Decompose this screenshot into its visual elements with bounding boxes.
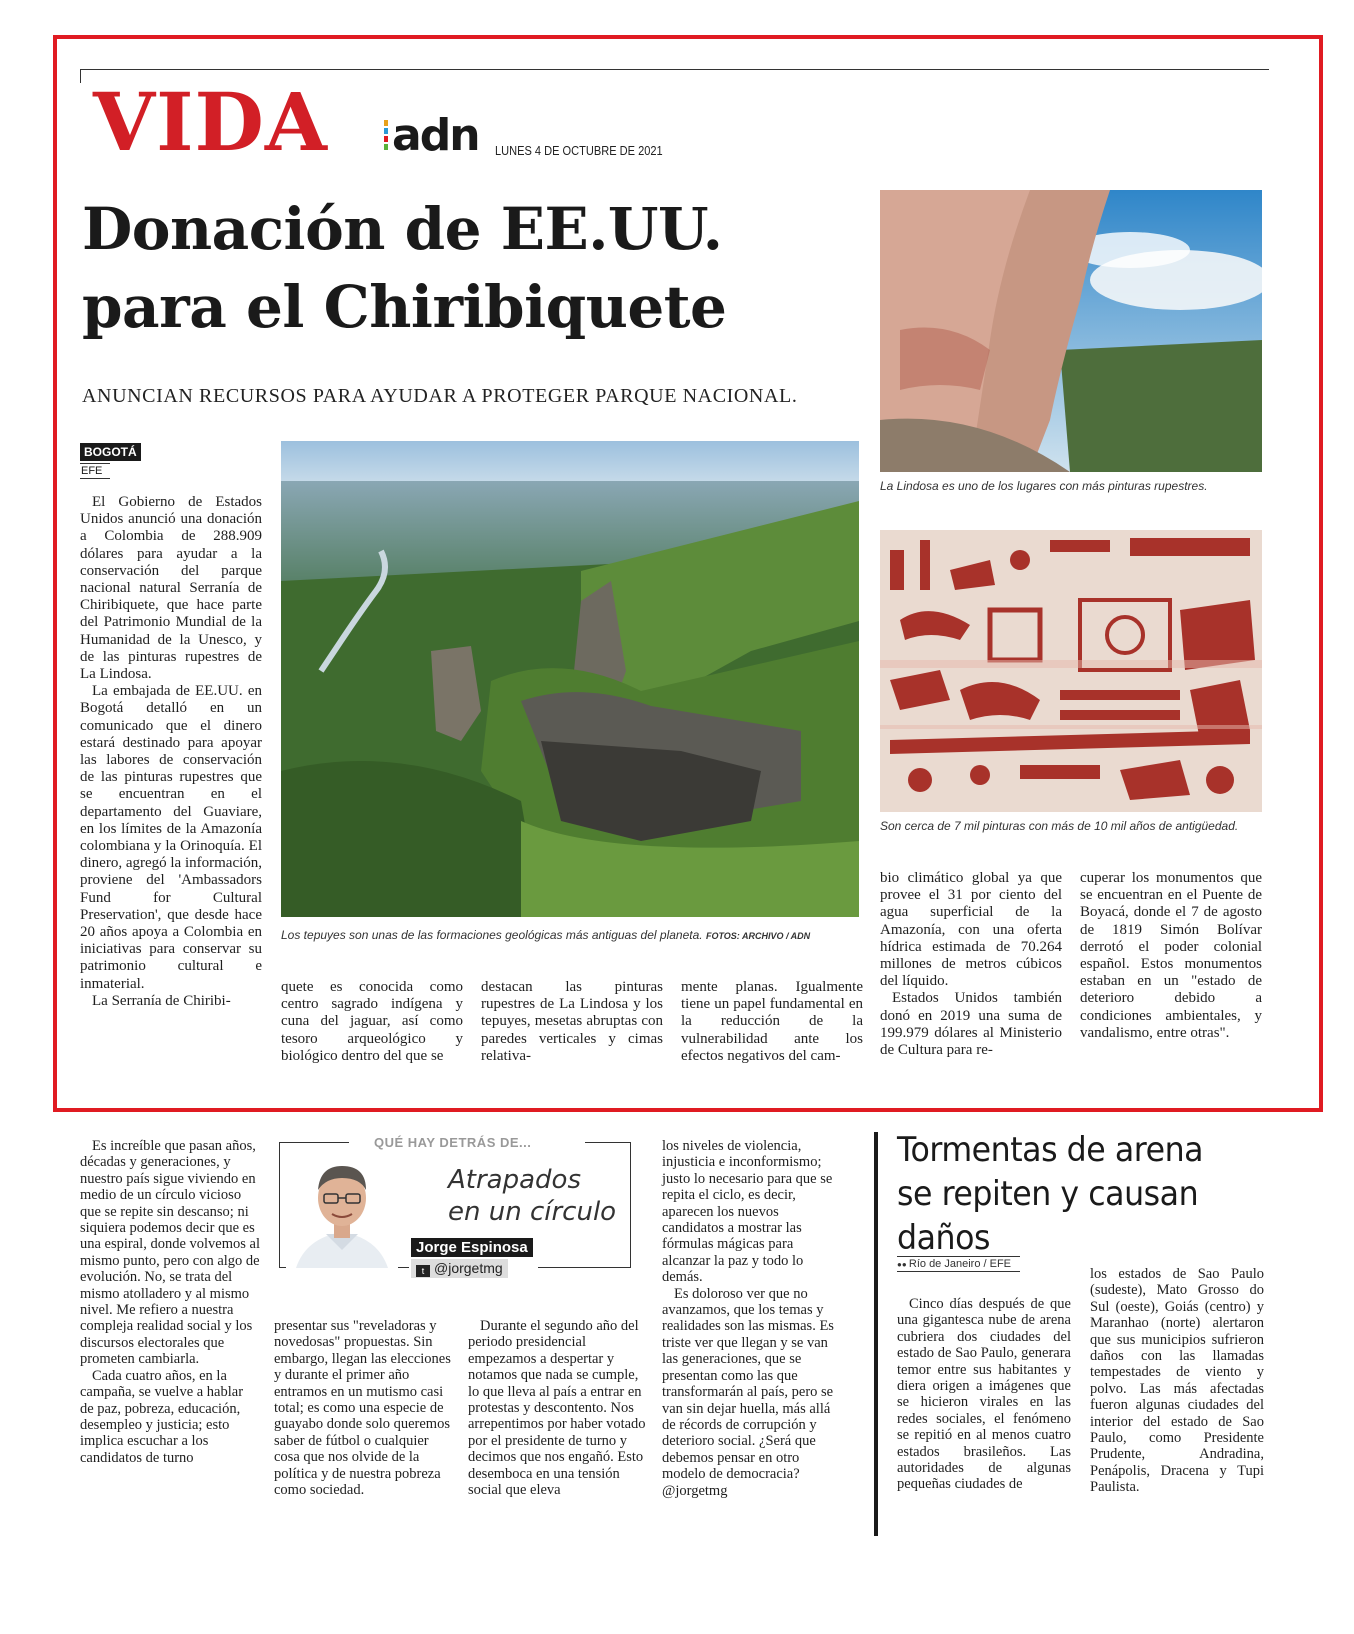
author-handle	[411, 1259, 508, 1278]
opinion-box-rule	[585, 1142, 631, 1143]
paragraph: Estados Unidos también donó en 2019 una suma de 199.979 dólares al Ministerio de Cultura para re-	[880, 990, 1062, 1059]
opinion-title	[448, 1164, 616, 1228]
photo-credit: FOTOS: ARCHIVO / ADN	[705, 931, 811, 941]
paragraph: El Gobierno de Estados Unidos anunció una donación a Colombia de 288.909 dólares para ayudar a la conservación del parque nacional natural Serranía de Chiribiquete, que hace parte del Patrimonio Mundial de la Humanidad de la Unesco, y de las pinturas rupestres de La Lindosa.	[80, 494, 262, 683]
paragraph: presentar sus "reveladoras y novedosas" propuestas. Sin embargo, llegan las elecciones y durante el primer año entramos en un mutismo casi total; es como una especie de guayabo donde solo queremos saber de fútbol o cualquier cosa que nos olvide de la política y de nuestra pobreza como sociedad.	[274, 1318, 451, 1499]
article-headline	[82, 190, 842, 346]
opinion-title-line-2: en un círculo	[448, 1197, 617, 1227]
article-column-1	[80, 494, 262, 1010]
author-photo	[286, 1150, 398, 1268]
paragraph: La Serranía de Chiribi-	[92, 992, 231, 1009]
caption-text: Los tepuyes son unas de las formaciones geológicas más antiguas del planeta.	[281, 928, 703, 942]
paragraph: Es increíble que pasan años, décadas y generaciones, y nuestro país sigue viviendo en medio de un círculo vicioso que se repite sin descanso; ni siquiera podemos decir que es una espiral, donde volvemos al mismo punto, pero con algo de evolución. No, se trata del mismo atolladero y al mismo nivel. Me refiero a nuestra compleja realidad social y los discursos electorales que prometen cambiarla.	[80, 1138, 260, 1368]
article-column-5	[880, 870, 1062, 1059]
handle-text: @jorgetmg	[434, 1260, 503, 1276]
header-rule	[80, 69, 1269, 70]
paragraph: los niveles de violencia, injusticia e inconformismo; justo lo necesario para que se repita el ciclo, es decir, aparecen los nuevos candidatos a mostrar las fórmulas mágicas para alcanzar la paz y todo lo demás.	[662, 1138, 833, 1286]
article-column-2	[281, 979, 463, 1065]
paragraph: destacan las pinturas rupestres de La Lindosa y los tepuyes, mesetas abruptas con paredes verticales y cimas relativa-	[481, 979, 663, 1064]
main-photo-caption	[281, 928, 881, 942]
brief-dateline-text: Río de Janeiro / EFE	[908, 1258, 1011, 1270]
section-title: VIDA	[93, 75, 328, 169]
opinion-column-3	[468, 1318, 646, 1498]
opinion-column-4	[662, 1138, 840, 1499]
la-lindosa-photo	[880, 190, 1262, 472]
brand-logo: adn	[392, 110, 479, 161]
paragraph: Cada cuatro años, en la campaña, se vuelve a hablar de paz, pobreza, educación, desempleo y justicia; esto implica escuchar a los candidatos de turno	[80, 1367, 244, 1466]
opinion-kicker: QUÉ HAY DETRÁS DE...	[374, 1135, 532, 1150]
paragraph: La embajada de EE.UU. en Bogotá detalló en un comunicado que el dinero estará destinado para apoyar las labores de conservación de las pinturas rupestres que se encuentran en el departamento del Guaviare, en los límites de la Amazonía colombiana y la Orinoquía. El dinero, agregó la información, proviene del 'Ambassadors Fund for Cultural Preservation', que desde hace 20 años apoya a Colombia en iniciativas para conservar su patrimonio cultural e inmaterial.	[80, 683, 263, 992]
article-column-3	[481, 979, 663, 1065]
paragraph: Cinco días después de que una gigantesca nube de arena cubriera dos ciudades del estado de Sao Paulo, generara temor entre sus habitantes y diera origen a imágenes que se hicieron virales en las redes sociales, el fenómeno se repitió en al menos cuatro estados brasileños. Las autoridades de algunas pequeñas ciudades de	[897, 1296, 1071, 1493]
paragraph: los estados de Sao Paulo (sudeste), Mato Grosso do Sul (oeste), Goiás (centro) y Maranhao (norte) alertaron que sus municipios sufrieron daños con las llamadas tempestades de viento y polvo. Las más afectadas fueron algunas ciudades del interior del estado de Sao Paulo, como Presidente Prudente, Andradina, Penápolis, Dracena y Tupi Paulista.	[1090, 1266, 1264, 1496]
opinion-column-2	[274, 1318, 452, 1498]
paragraph: quete es conocida como centro sagrado indígena y cuna del jaguar, así como tesoro arqueológico y biológico dentro del que se	[281, 979, 463, 1064]
article-column-6	[1080, 870, 1262, 1042]
paragraph: cuperar los monumentos que se encuentran en el Puente de Boyacá, donde el 7 de agosto de 1819 Simón Bolívar derrotó el poder colonial español. Estos monumentos estaban en un "estado de deterioro debido a condiciones ambientales, y vandalismo, entre otras".	[1080, 870, 1262, 1041]
author-name: Jorge Espinosa	[411, 1238, 533, 1257]
opinion-title-line-1: Atrapados	[448, 1165, 581, 1195]
tepuyes-photo	[281, 441, 859, 917]
top-right-caption: La Lindosa es uno de los lugares con más pinturas rupestres.	[880, 479, 1208, 493]
paragraph: mente planas. Igualmente tiene un papel fundamental en la reducción de la vulnerabilidad ante los efectos negativos del cam-	[681, 979, 863, 1064]
brief-accent-bar	[874, 1132, 878, 1536]
headline-line-1: Donación de EE.UU.	[82, 195, 723, 263]
paragraph: Es doloroso ver que no avanzamos, que los temas y realidades son las mismas. Es triste ver que llegan y se van las generaciones, que se presentan como las que transformarán al país, pero se van sin dejar huella, más allá de récords de corrupción y deterioro social. ¿Será que debemos pensar en otro modelo de democracia? @jorgetmg	[662, 1285, 834, 1499]
brand-mark-icon	[384, 120, 388, 150]
brief-column-1	[897, 1296, 1071, 1493]
dateline-badge: BOGOTÁ	[80, 443, 141, 461]
issue-date: LUNES 4 DE OCTUBRE DE 2021	[495, 143, 663, 158]
paragraph: Durante el segundo año del periodo presidencial empezamos a despertar y notamos que nada se cumple, lo que lleva al país a entrar en protestas y descontento. Nos arrepentimos por haber votado por el presidente de turno y decimos que nos engañó. Esto desemboca en una tensión social que eleva	[468, 1318, 646, 1499]
article-subhead: ANUNCIAN RECURSOS PARA AYUDAR A PROTEGER PARQUE NACIONAL.	[82, 385, 798, 407]
opinion-box-rule	[279, 1142, 349, 1143]
opinion-box-rule	[538, 1267, 631, 1268]
opinion-column-1	[80, 1138, 260, 1466]
brief-dateline: ●● Río de Janeiro / EFE	[897, 1256, 1020, 1272]
headline-line-2: para el Chiribiquete	[82, 273, 727, 341]
twitter-icon: t	[416, 1265, 430, 1277]
paragraph: bio climático global ya que provee el 31 por ciento del agua superficial de la Amazonía, con una oferta hídrica estimada de 70.264 millones de metros cúbicos del líquido.	[880, 870, 1062, 990]
brief-headline: Tormentas de arena se repiten y causan daños	[897, 1130, 1204, 1258]
rock-paintings-photo	[880, 530, 1262, 812]
header-rule-tick	[80, 69, 81, 83]
mid-right-caption: Son cerca de 7 mil pinturas con más de 10 mil años de antigüedad.	[880, 819, 1239, 833]
brief-column-2	[1090, 1266, 1264, 1496]
article-column-4	[681, 979, 863, 1065]
agency-label: EFE	[80, 463, 110, 479]
